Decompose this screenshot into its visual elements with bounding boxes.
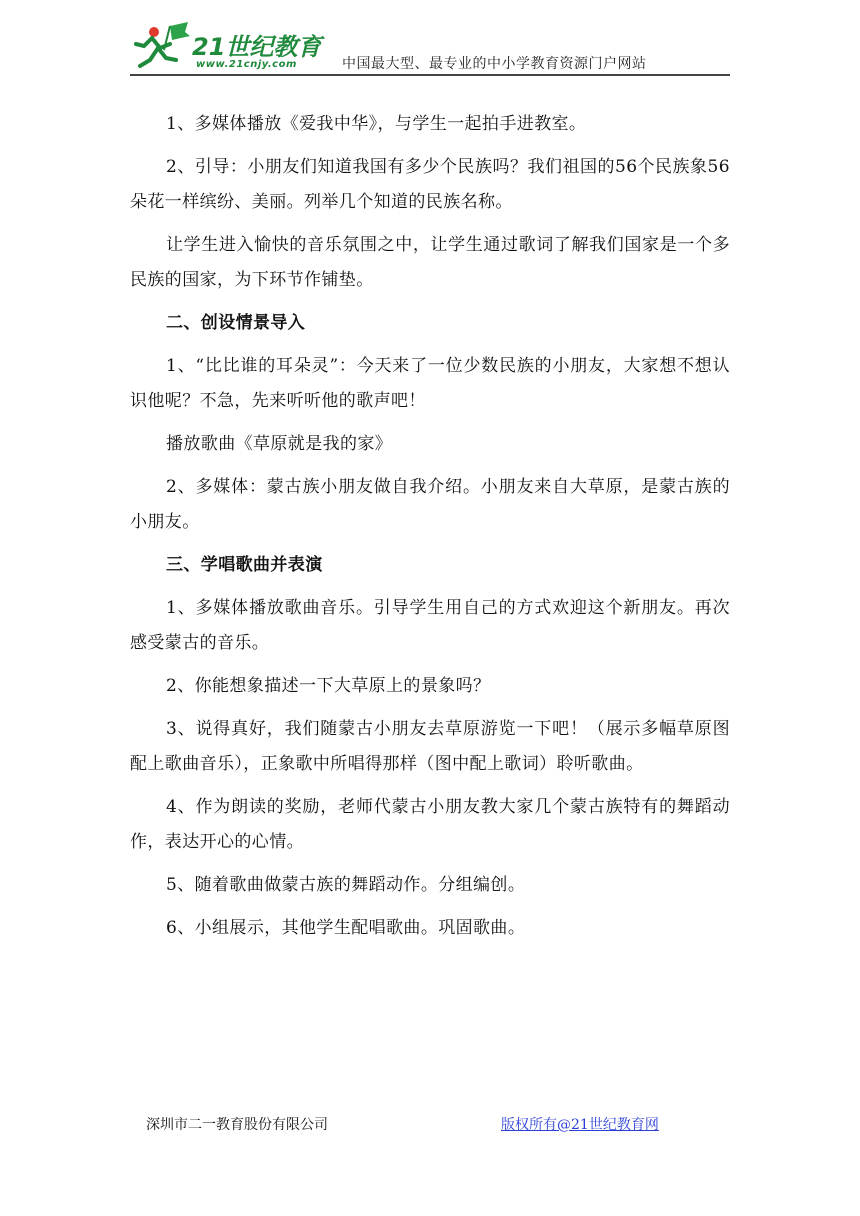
page-footer bbox=[130, 1114, 730, 1136]
header-divider bbox=[130, 74, 730, 76]
paragraph: 4、作为朗读的奖励，老师代蒙古小朋友教大家几个蒙古族特有的舞蹈动作，表达开心的心情。 bbox=[130, 797, 730, 852]
site-slogan: 中国最大型、最专业的中小学教育资源门户网站 bbox=[342, 56, 647, 72]
paragraph: 1、多媒体播放歌曲音乐。引导学生用自己的方式欢迎这个新朋友。再次感受蒙古的音乐。 bbox=[130, 598, 730, 653]
paragraph: 1、“比比谁的耳朵灵”：今天来了一位少数民族的小朋友，大家想不想认识他呢？不急，先来听听他的歌声吧！ bbox=[130, 356, 730, 411]
site-logo[interactable] bbox=[130, 20, 330, 74]
paragraph: 6、小组展示，其他学生配唱歌曲。巩固歌曲。 bbox=[166, 918, 526, 938]
paragraph: 播放歌曲《草原就是我的家》 bbox=[166, 434, 393, 454]
document-body bbox=[130, 107, 730, 954]
runner-icon bbox=[130, 20, 196, 74]
page-header bbox=[130, 20, 730, 76]
paragraph: 3、说得真好，我们随蒙古小朋友去草原游览一下吧！（展示多幅草原图配上歌曲音乐），正象歌中所唱得那样（图中配上歌词）聆听歌曲。 bbox=[130, 719, 730, 774]
footer-copyright-link[interactable]: 版权所有@21世纪教育网 bbox=[501, 1117, 659, 1133]
logo-wordmark: 21世纪教育 bbox=[192, 33, 322, 61]
paragraph: 2、多媒体：蒙古族小朋友做自我介绍。小朋友来自大草原，是蒙古族的小朋友。 bbox=[130, 477, 730, 532]
paragraph: 5、随着歌曲做蒙古族的舞蹈动作。分组编创。 bbox=[166, 875, 526, 895]
logo-url: www.21cnjy.com bbox=[196, 59, 297, 70]
section-heading: 三、学唱歌曲并表演 bbox=[166, 555, 323, 575]
paragraph: 2、你能想象描述一下大草原上的景象吗？ bbox=[166, 676, 491, 696]
paragraph: 2、引导：小朋友们知道我国有多少个民族吗？我们祖国的56个民族象56朵花一样缤纷、美丽。列举几个知道的民族名称。 bbox=[130, 157, 730, 212]
footer-company: 深圳市二一教育股份有限公司 bbox=[146, 1117, 328, 1133]
paragraph: 让学生进入愉快的音乐氛围之中，让学生通过歌词了解我们国家是一个多民族的国家，为下环节作铺垫。 bbox=[130, 235, 730, 290]
paragraph: 1、多媒体播放《爱我中华》，与学生一起拍手进教室。 bbox=[166, 114, 587, 134]
section-heading: 二、创设情景导入 bbox=[166, 313, 306, 333]
